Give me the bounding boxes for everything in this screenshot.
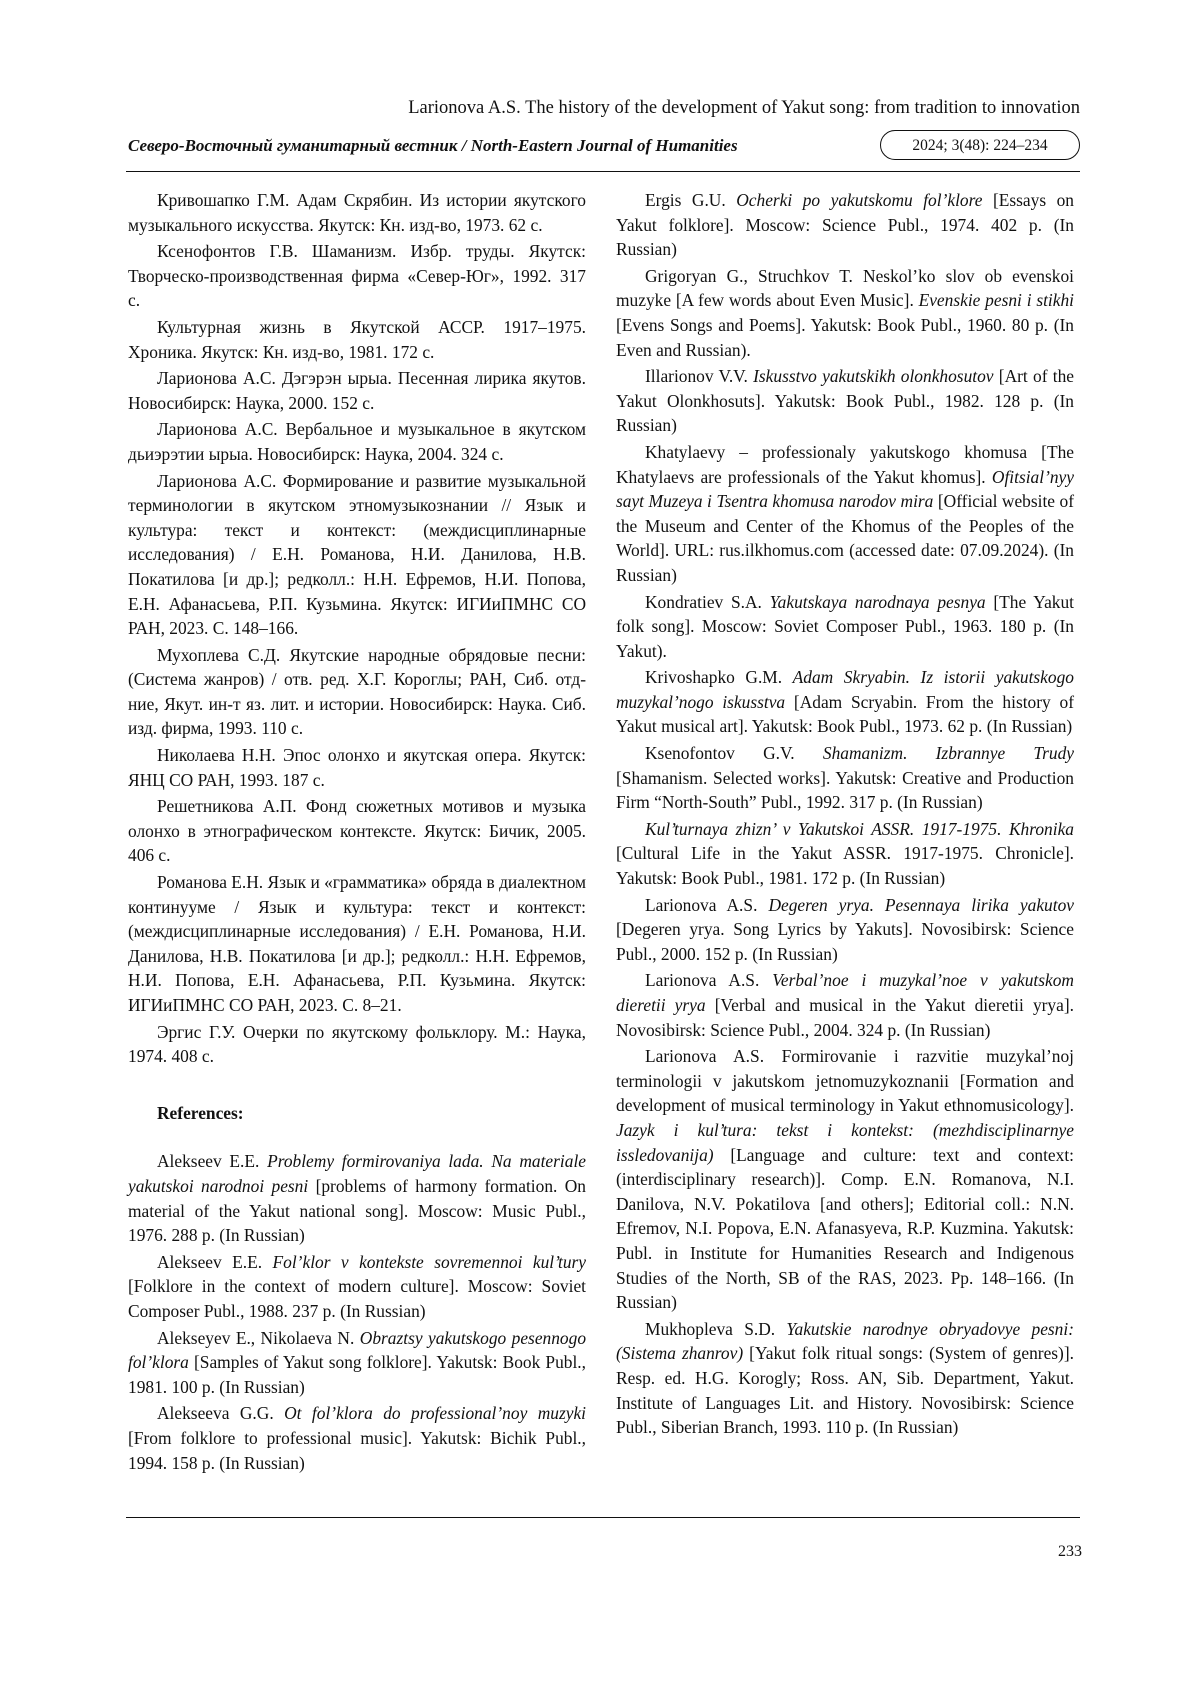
reference-entry (616, 968, 1074, 1042)
ref-details: [Official website of the Museum and Center of the Khomus of the Peoples of the World]. URL: rus.ilkhomus.com (accessed date: 07.09.2024). (In Russian) (616, 491, 1074, 585)
reference-entry: Николаева Н.Н. Эпос олонхо и якутская опера. Якутск: ЯНЦ СО РАН, 1993. 187 с. (128, 745, 586, 790)
ref-details: [Evens Songs and Poems]. Yakutsk: Book Publ., 1960. 80 p. (In Even and Russian). (616, 314, 1074, 360)
reference-entry: Решетникова А.П. Фонд сюжетных мотивов и музыка олонхо в этнографическом контексте. Якутск: Бичик, 2005. 406 с. (128, 796, 586, 866)
reference-entry: Мухоплева С.Д. Якутские народные обрядовые песни: (Система жанров) / отв. ред. Х.Г. Короглы; РАН, Сиб. отд-ние, Якут. ин-т яз. лит. и истории. Новосибирск: Наука. Сиб. изд. фирма, 1993. 110 с. (128, 644, 586, 739)
right-column (616, 188, 1074, 1442)
reference-entry (128, 1250, 586, 1324)
reference-entry (616, 1317, 1074, 1440)
issue-badge: 2024; 3(48): 224–234 (880, 130, 1080, 160)
ref-details: [Samples of Yakut song folklore]. Yakutsk: Book Publ., 1981. 100 p. (In Russian) (128, 1352, 586, 1397)
ref-authors: Larionova A.S. (645, 894, 769, 915)
ref-title: Shamanizm. Izbrannye Trudy (822, 743, 1075, 764)
ref-details: [Folklore in the context of modern culture]. Moscow: Soviet Composer Publ., 1988. 237 p. (In Russian) (128, 1276, 586, 1321)
ref-details: [Art of the Yakut Olonkhosuts]. Yakutsk: Book Publ., 1982. 128 p. (In Russian) (616, 366, 1074, 436)
reference-entry (616, 590, 1074, 664)
ref-details: [Language and culture: text and context: (interdisciplinary research)]. Comp. E.N. Romanova, N.I. Danilova, N.V. Pokatilova [and others]; Editorial coll.: N.N. Efremov, N.I. Popova, E.N. Afanasyeva, R.P. Kuzmina. Yakutsk: Publ. in Institute for Humanities Research and Indigenous Studies of the North, SB of the RAS, 2023. Pp. 148–166. (In Russian) (616, 1144, 1074, 1313)
reference-entry (616, 440, 1074, 588)
ref-authors: Alekseyev E., Nikolaeva N. (157, 1327, 360, 1348)
ref-title: Ot fol’klora do professional’noy muzyki (284, 1403, 587, 1424)
ref-authors: Illarionov V.V. (645, 366, 754, 387)
references-heading: References: (157, 1102, 244, 1123)
reference-entry (616, 1044, 1074, 1315)
reference-entry (128, 1149, 586, 1247)
ref-title: Jazyk i kul’tura: tekst i kontekst: (mezhdisciplinarnye issledovanija) (616, 1119, 1074, 1165)
journal-name: Северо-Восточный гуманитарный вестник / North-Eastern Journal of Humanities (128, 136, 738, 155)
reference-entry: Ксенофонтов Г.В. Шаманизм. Избр. труды. Якутск: Творческо-производственная фирма «Север-Юг», 1992. 317 с. (128, 241, 586, 311)
journal-line (120, 130, 1080, 164)
ref-title: Evenskie pesni i stikhi (918, 290, 1074, 311)
reference-entry: Романова Е.Н. Язык и «грамматика» обряда в диалектном континууме / Язык и культура: текст и контекст: (междисциплинарные исследования) / Е.Н. Романова, Н.И. Данилова, Н.В. Покатилова [и др.]; редколл.: Н.Н. Ефремов, Н.И. Попова, Е.Н. Афанасьева, Р.П. Кузьмина. Якутск: ИГИиПМНС СО РАН, 2023. С. 8–21. (128, 872, 586, 1015)
reference-entry: Ларионова А.С. Дэгэрэн ырыа. Песенная лирика якутов. Новосибирск: Наука, 2000. 152 с. (128, 368, 586, 413)
running-title: Larionova A.S. The history of the development of Yakut song: from tradition to innovation (408, 98, 1080, 118)
ref-authors: Alekseev E.E. (157, 1151, 268, 1172)
ref-authors: Alekseev E.E. (157, 1251, 273, 1272)
ref-authors: Ksenofontov G.V. (645, 743, 823, 764)
ref-details: [Essays on Yakut folklore]. Moscow: Science Publ., 1974. 402 p. (In Russian) (616, 190, 1074, 260)
ref-authors: Alekseeva G.G. (157, 1403, 285, 1424)
ref-title: Iskusstvo yakutskikh olonkhosutov (753, 366, 994, 387)
ref-details: [Cultural Life in the Yakut ASSR. 1917-1975. Chronicle]. Yakutsk: Book Publ., 1981. 172 p. (In Russian) (616, 843, 1074, 889)
reference-entry (128, 1326, 586, 1400)
ref-title: Verbal’noe i muzykal’noe v yakutskom dieretii yrya (616, 970, 1074, 1015)
ref-title: Yakutskie narodnye obryadovye pesni: (Sistema zhanrov) (616, 1318, 1074, 1364)
ref-title: Problemy formirovaniya lada. Na materiale yakutskoi narodnoi pesni (128, 1151, 586, 1196)
page-number: 233 (1058, 1543, 1082, 1560)
ref-authors: Krivoshapko G.M. (645, 667, 793, 688)
footer-rule (126, 1517, 1080, 1518)
reference-entry: Ларионова А.С. Формирование и развитие музыкальной терминологии в якутском этномузыкознании // Язык и культура: текст и контекст: (междисциплинарные исследования) / Е.Н. Романова, Н.И. Данилова, Н.В. Покатилова [и др.]; редколл.: Н.Н. Ефремов, Н.И. Попова, Е.Н. Афанасьева, Р.П. Кузьмина. Якутск: ИГИиПМНС СО РАН, 2023. С. 148–166. (128, 470, 586, 639)
ref-authors: Khatylaevy – professionaly yakutskogo khomusa [The Khatylaevs are professionals of the Yakut khomus]. (616, 441, 1074, 487)
ref-details: [Verbal and musical in the Yakut dieretii yrya]. Novosibirsk: Science Publ., 2004. 324 p. (In Russian) (616, 995, 1074, 1040)
reference-entry (616, 364, 1074, 438)
ref-details: [Shamanism. Selected works]. Yakutsk: Creative and Production Firm “North-South” Publ., 1992. 317 p. (In Russian) (616, 767, 1074, 813)
ref-title: Ofitsial’nyy sayt Muzeya i Tsentra khomusa narodov mira (616, 466, 1074, 512)
ref-authors: Kondratiev S.A. (645, 591, 770, 612)
reference-entry (616, 741, 1074, 815)
ref-details: [Adam Scryabin. From the history of Yakut musical art]. Yakutsk: Book Publ., 1973. 62 p. (In Russian) (616, 691, 1074, 737)
ref-title: Adam Skryabin. Iz istorii yakutskogo muzykal’nogo iskusstva (616, 667, 1074, 712)
ref-authors: Ergis G.U. (645, 190, 737, 210)
ref-title: Kul’turnaya zhizn’ v Yakutskoi ASSR. 1917-1975. Khronika (645, 818, 1074, 839)
reference-entry (616, 188, 1074, 262)
reference-entry: Кривошапко Г.М. Адам Скрябин. Из истории якутского музыкального искусства. Якутск: Кн. изд-во, 1973. 62 с. (128, 190, 586, 235)
ref-title: Obraztsy yakutskogo pesennogo fol’klora (128, 1327, 587, 1373)
ref-details: [Degeren yrya. Song Lyrics by Yakuts]. Novosibirsk: Science Publ., 2000. 152 p. (In Russian) (616, 919, 1074, 964)
reference-entry (616, 264, 1074, 362)
ref-details: [From folklore to professional music]. Yakutsk: Bichik Publ., 1994. 158 p. (In Russian) (128, 1427, 586, 1473)
ref-title: Yakutskaya narodnaya pesnya (769, 591, 986, 612)
ref-authors: Mukhopleva S.D. (645, 1318, 787, 1339)
reference-entry (616, 817, 1074, 891)
ref-authors: Grigoryan G., Struchkov T. Neskol’ko slov ob evenskoi muzyke [A few words about Even Music]. (616, 265, 1074, 311)
ref-authors: Larionova A.S. (645, 970, 773, 991)
ref-details: [problems of harmony formation. On material of the Yakut national song]. Moscow: Music Publ., 1976. 288 p. (In Russian) (128, 1175, 586, 1246)
ref-details: [Yakut folk ritual songs: (System of genres)]. Resp. ed. H.G. Korogly; Ross. AN, Sib. Department, Yakut. Institute of Languages Lit. and History. Novosibirsk: Science Publ., Siberian Branch, 1993. 110 p. (In Russian) (616, 1343, 1074, 1438)
reference-entry (616, 893, 1074, 967)
ref-title: Degeren yrya. Pesennaya lirika yakutov (768, 894, 1074, 915)
ref-title: Ocherki po yakutskomu fol’klore (736, 190, 983, 210)
reference-entry: Ларионова А.С. Вербальное и музыкальное в якутском дьиэрэтии ырыа. Новосибирск: Наука, 2004. 324 с. (128, 419, 586, 464)
ref-details: [The Yakut folk song]. Moscow: Soviet Composer Publ., 1963. 180 p. (In Yakut). (616, 591, 1075, 661)
reference-entry (128, 1401, 586, 1475)
reference-entry (616, 665, 1074, 739)
reference-entry: Эргис Г.У. Очерки по якутскому фольклору. М.: Наука, 1974. 408 с. (128, 1021, 586, 1067)
reference-entry: Культурная жизнь в Якутской АССР. 1917–1975. Хроника. Якутск: Кн. изд-во, 1981. 172 с. (128, 316, 586, 362)
ref-authors: Larionova A.S. Formirovanie i razvitie muzykal’noj terminologii v jakutskom jetnomuzykoznanii [Formation and development of musical terminology in Yakut ethnomusicology]. (616, 1046, 1074, 1116)
header-rule (126, 171, 1080, 172)
ref-title: Fol’klor v kontekste sovremennoi kul’tury (272, 1251, 586, 1272)
left-column (128, 188, 586, 1477)
